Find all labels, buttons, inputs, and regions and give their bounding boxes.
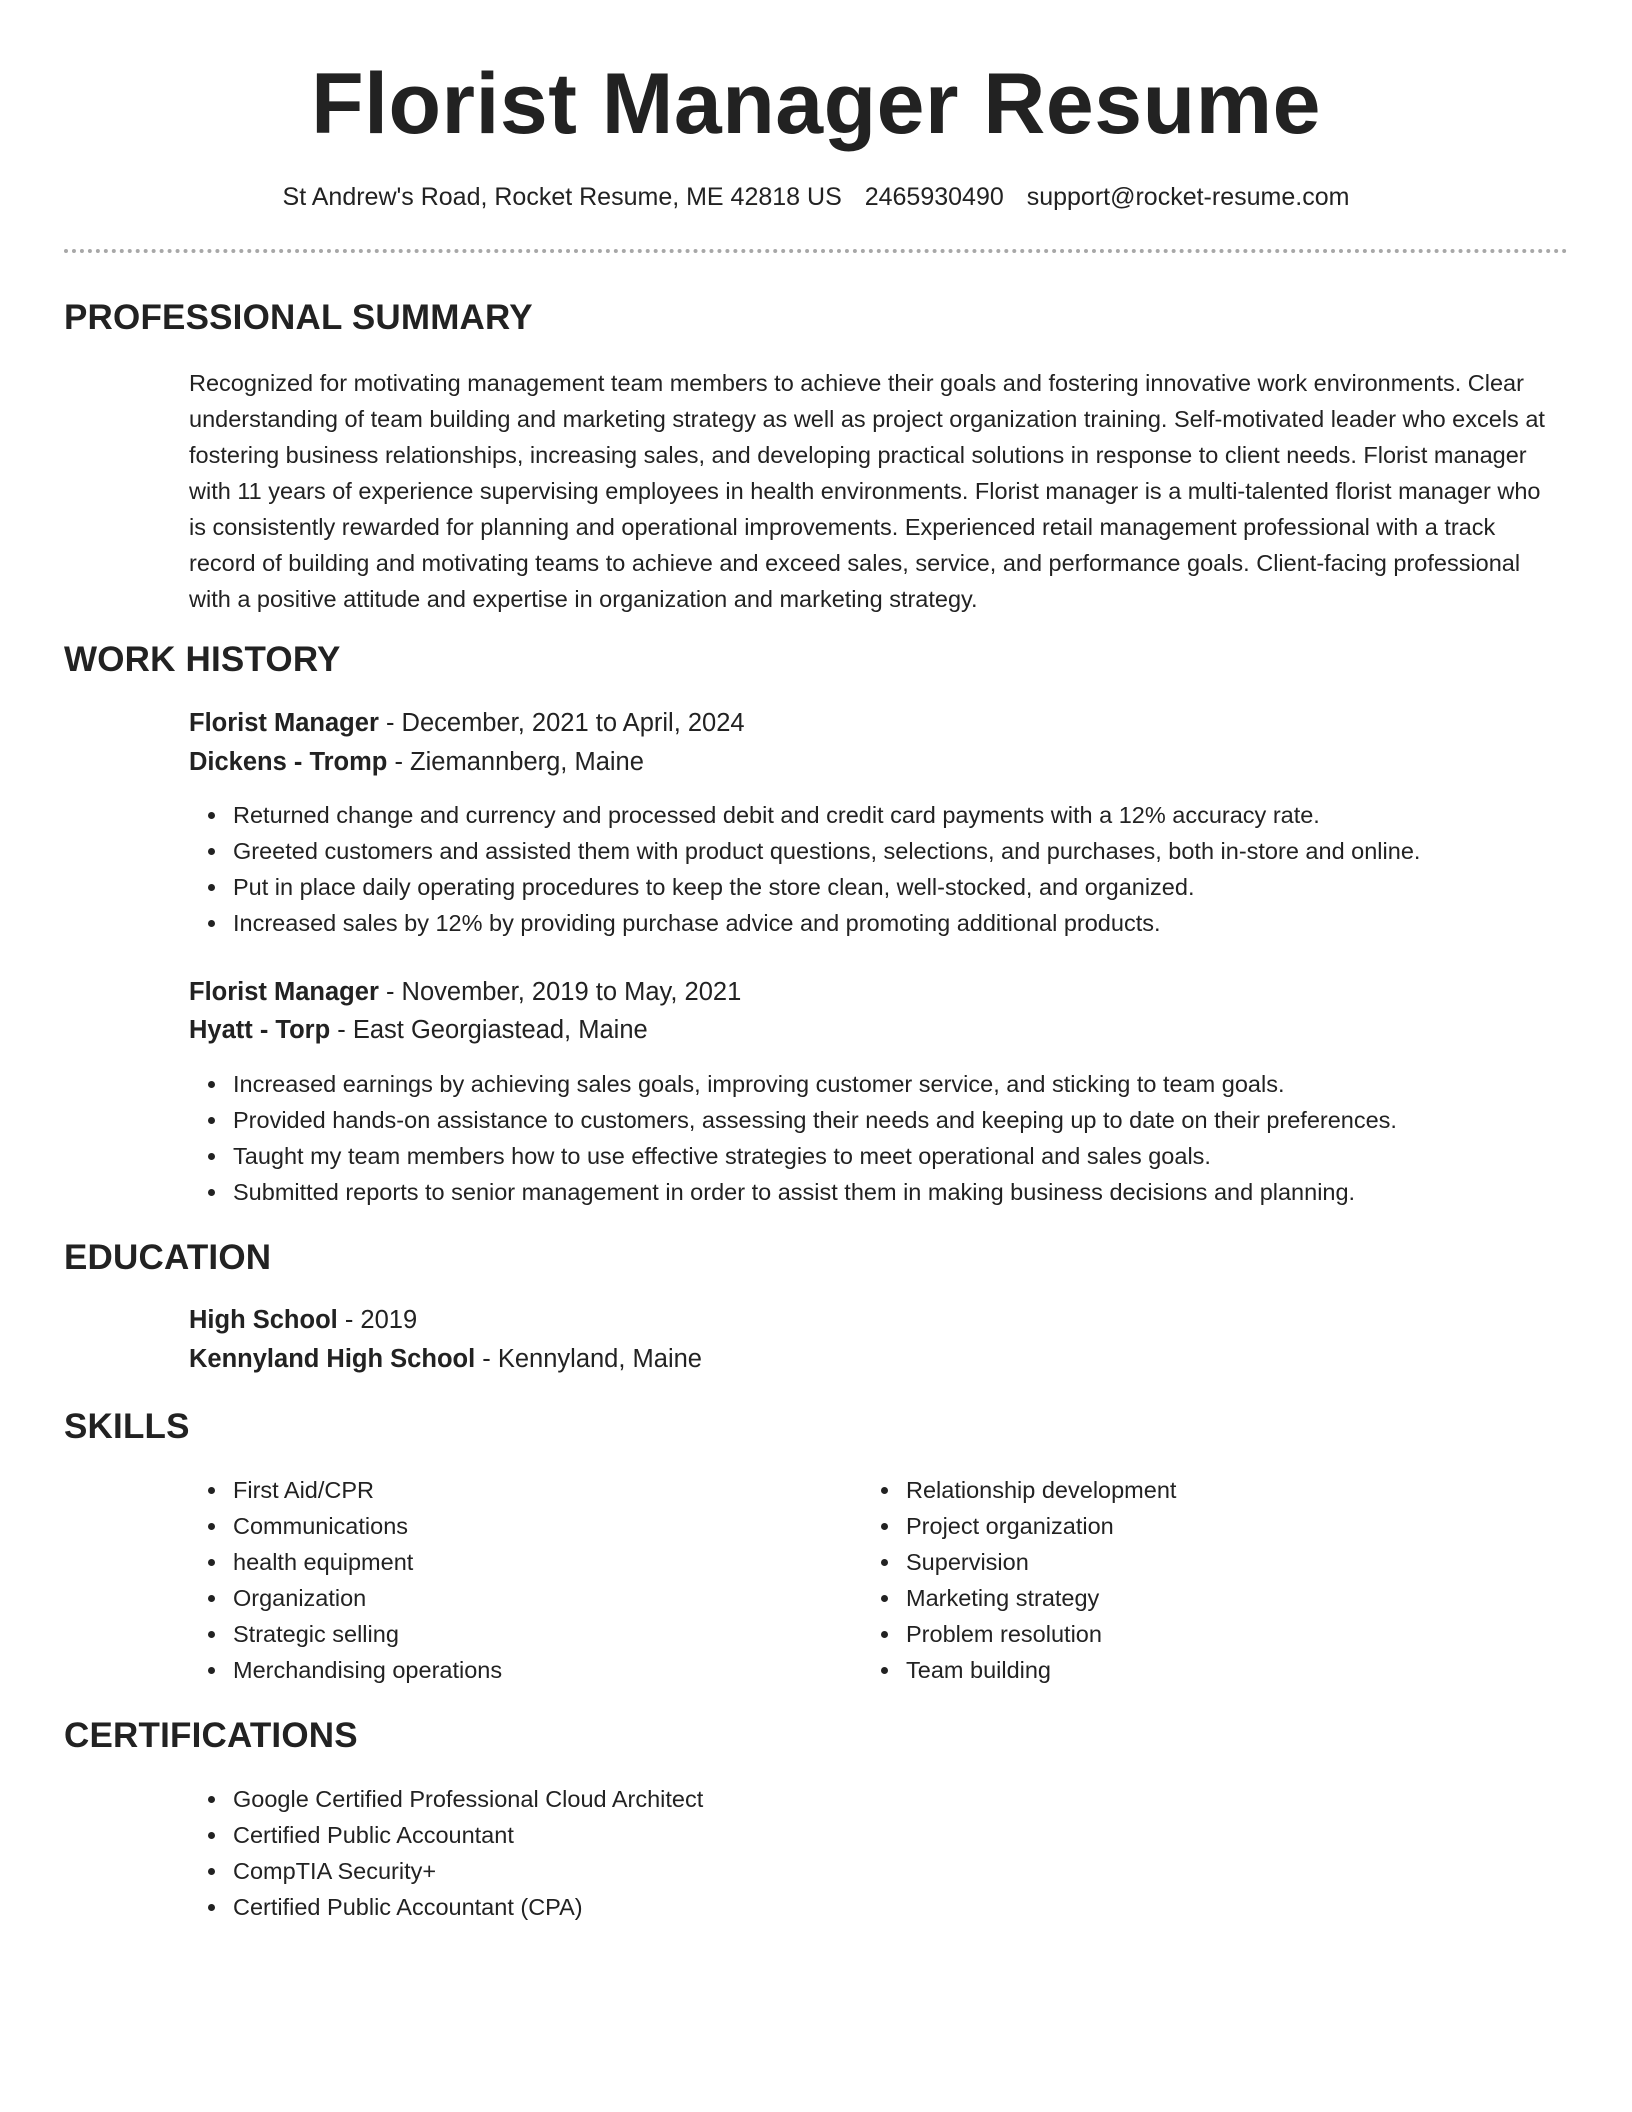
job-2-location: - East Georgiastead, Maine xyxy=(330,1016,648,1044)
list-item: Project organization xyxy=(906,1508,1176,1544)
certifications-list xyxy=(233,1781,703,1925)
job-1-title: Florist Manager xyxy=(189,709,379,737)
job-1-title-line xyxy=(189,706,745,740)
list-item: Merchandising operations xyxy=(233,1652,502,1688)
list-item: Marketing strategy xyxy=(906,1580,1176,1616)
list-item: Increased sales by 12% by providing purchase advice and promoting additional products. xyxy=(233,905,1420,941)
list-item: First Aid/CPR xyxy=(233,1472,502,1508)
education-school: Kennyland High School xyxy=(189,1345,476,1373)
resume-title: Florist Manager Resume xyxy=(311,56,1321,152)
job-1-dates: - December, 2021 to April, 2024 xyxy=(378,709,745,737)
job-1-location: - Ziemannberg, Maine xyxy=(387,748,644,776)
list-item: Provided hands-on assistance to customers, assessing their needs and keeping up to date on their preferences. xyxy=(233,1102,1397,1138)
job-1-company-line xyxy=(189,745,644,779)
education-degree-line xyxy=(189,1303,417,1337)
contact-address: St Andrew's Road, Rocket Resume, ME 42818 US xyxy=(282,183,842,211)
header-divider xyxy=(64,249,1568,253)
list-item: Organization xyxy=(233,1580,502,1616)
list-item: Increased earnings by achieving sales goals, improving customer service, and sticking to team goals. xyxy=(233,1066,1397,1102)
skills-heading: SKILLS xyxy=(64,1407,190,1446)
skills-list-left xyxy=(233,1472,502,1688)
list-item: Returned change and currency and processed debit and credit card payments with a 12% accuracy rate. xyxy=(233,797,1420,833)
job-1-duties xyxy=(233,797,1420,941)
summary-heading: PROFESSIONAL SUMMARY xyxy=(64,298,533,337)
education-heading: EDUCATION xyxy=(64,1238,272,1277)
list-item: CompTIA Security+ xyxy=(233,1853,703,1889)
job-2-dates: - November, 2019 to May, 2021 xyxy=(378,978,742,1006)
job-2-company: Hyatt - Torp xyxy=(189,1016,331,1044)
list-item: health equipment xyxy=(233,1544,502,1580)
list-item: Certified Public Accountant xyxy=(233,1817,703,1853)
list-item: Certified Public Accountant (CPA) xyxy=(233,1889,703,1925)
contact-phone: 2465930490 xyxy=(864,183,1004,211)
list-item: Relationship development xyxy=(906,1472,1176,1508)
list-item: Strategic selling xyxy=(233,1616,502,1652)
list-item: Taught my team members how to use effective strategies to meet operational and sales goals. xyxy=(233,1138,1397,1174)
list-item: Put in place daily operating procedures to keep the store clean, well-stocked, and organized. xyxy=(233,869,1420,905)
education-school-line xyxy=(189,1342,702,1376)
job-1-company: Dickens - Tromp xyxy=(189,748,388,776)
list-item: Team building xyxy=(906,1652,1176,1688)
list-item: Communications xyxy=(233,1508,502,1544)
job-2-company-line xyxy=(189,1013,648,1047)
summary-text: Recognized for motivating management team members to achieve their goals and fostering innovative work environments. Clear understanding of team building and marketing strategy as well as project organization training. Self-motivated leader who excels at fostering business relationships, increasing sales, and developing practical solutions in response to client needs. Florist manager with 11 years of experience supervising employees in health environments. Florist manager is a multi-talented florist manager who is consistently rewarded for planning and operational improvements. Experienced retail management professional with a track record of building and motivating teams to achieve and exceed sales, service, and performance goals. Client-facing professional with a positive attitude and expertise in organization and marketing strategy. xyxy=(189,370,1545,612)
contact-email: support@rocket-resume.com xyxy=(1026,183,1350,211)
job-2-duties xyxy=(233,1066,1397,1210)
list-item: Submitted reports to senior management in order to assist them in making business decisions and planning. xyxy=(233,1174,1397,1210)
contact-line xyxy=(0,180,1632,214)
skills-list-right xyxy=(906,1472,1176,1688)
certifications-heading: CERTIFICATIONS xyxy=(64,1716,358,1755)
list-item: Supervision xyxy=(906,1544,1176,1580)
job-2-title: Florist Manager xyxy=(189,978,379,1006)
education-degree: High School xyxy=(189,1306,338,1334)
education-location: - Kennyland, Maine xyxy=(475,1345,702,1373)
list-item: Greeted customers and assisted them with product questions, selections, and purchases, both in-store and online. xyxy=(233,833,1420,869)
work-history-heading: WORK HISTORY xyxy=(64,640,341,679)
job-2-title-line xyxy=(189,975,741,1009)
education-year: - 2019 xyxy=(337,1306,418,1334)
list-item: Problem resolution xyxy=(906,1616,1176,1652)
list-item: Google Certified Professional Cloud Architect xyxy=(233,1781,703,1817)
